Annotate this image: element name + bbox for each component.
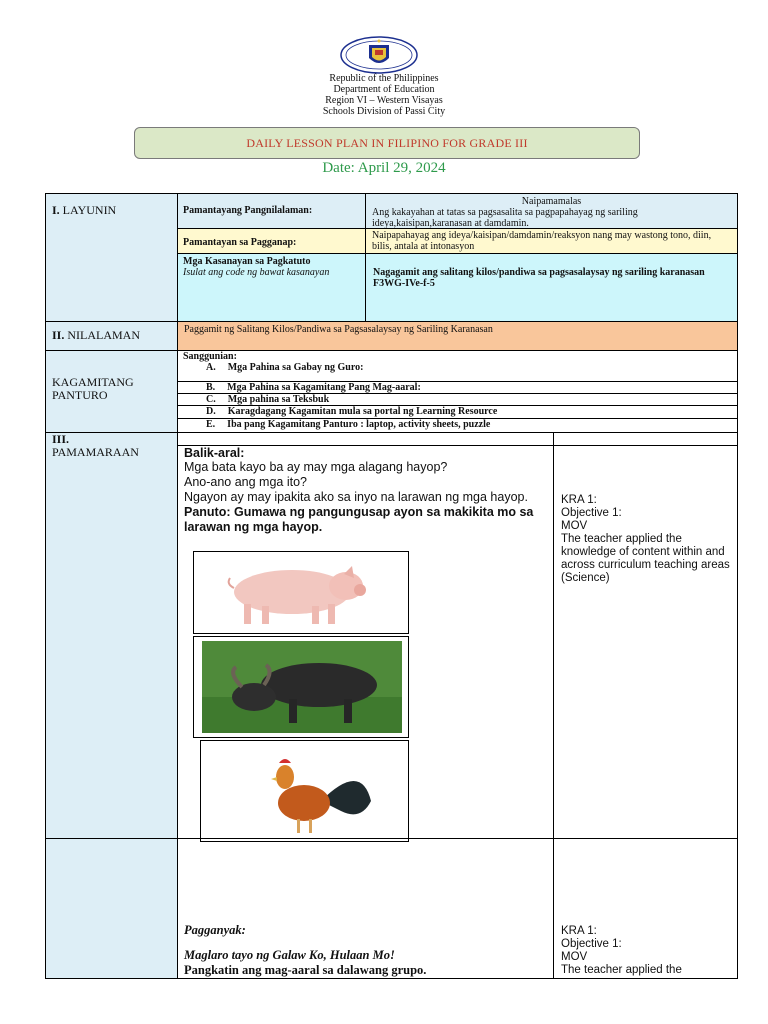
header-line: Schools Division of Passi City bbox=[322, 106, 446, 117]
rooster-image bbox=[200, 740, 409, 842]
kra-line: MOV bbox=[561, 951, 588, 963]
item-letter: B. bbox=[206, 382, 216, 393]
pamamaraan-header-strip-right bbox=[553, 432, 738, 446]
nilalaman-label-cell bbox=[45, 321, 178, 351]
item-letter: A. bbox=[206, 362, 216, 373]
carabao-image bbox=[193, 636, 409, 738]
kasanayan-text bbox=[365, 253, 738, 322]
pamantayan-pagganap-text bbox=[365, 228, 738, 254]
balik-aral-line: Mga bata kayo ba ay may mga alagang hayop? bbox=[184, 460, 448, 474]
balik-aral-title: Balik-aral: bbox=[184, 446, 245, 460]
pagganyak-line: Maglaro tayo ng Galaw Ko, Hulaan Mo! bbox=[184, 948, 395, 962]
row-text: Ang kakayahan at tatas sa pagsasalita sa pagpapahayag ng sariling ideya,kaisipan,karanasan at damdamin. bbox=[372, 207, 638, 229]
header-lines bbox=[0, 73, 768, 117]
pig-image bbox=[193, 551, 409, 634]
kra-line: The teacher applied the bbox=[561, 964, 682, 976]
kra-line: MOV bbox=[561, 520, 588, 532]
pamamaraan-label-cell bbox=[45, 432, 178, 839]
pamantayang-pangnilalaman-label bbox=[177, 193, 366, 229]
kasanayan-label bbox=[177, 253, 366, 322]
row-text: Nagagamit ang salitang kilos/pandiwa sa pagsasalaysay ng sariling karanasan bbox=[373, 267, 705, 278]
header-line: Region VI – Western Visayas bbox=[325, 95, 443, 106]
kra-cell bbox=[553, 445, 738, 839]
row-text-top: Naipamamalas bbox=[521, 196, 582, 207]
pamamaraan-number: III. bbox=[52, 432, 70, 446]
kra-line: KRA 1: bbox=[561, 494, 597, 506]
pamantayang-pangnilalaman-text bbox=[365, 193, 738, 229]
item-text: Iba pang Kagamitang Panturo : laptop, activity sheets, puzzle bbox=[227, 419, 491, 430]
kagamitan-row-a bbox=[177, 350, 738, 382]
kagamitan-label-cell bbox=[45, 350, 178, 433]
kra-line: The teacher applied the knowledge of content within and across curriculum teaching areas (Science) bbox=[561, 533, 730, 584]
pamamaraan-header-strip bbox=[177, 432, 554, 446]
balik-aral-line: Ano-ano ang mga ito? bbox=[184, 475, 308, 489]
kagamitan-label: KAGAMITANG PANTURO bbox=[52, 375, 134, 402]
item-text: Mga Pahina sa Gabay ng Guro: bbox=[227, 362, 364, 373]
layunin-label: LAYUNIN bbox=[59, 203, 117, 217]
item-letter: D. bbox=[206, 406, 216, 417]
sanggunian-label: Sanggunian: bbox=[183, 351, 237, 362]
row-label: Mga Kasanayan sa Pagkatuto bbox=[183, 256, 311, 267]
pagganyak-title: Pagganyak: bbox=[184, 923, 246, 937]
pagganyak-line: Pangkatin ang mag-aaral sa dalawang grupo. bbox=[184, 963, 427, 977]
item-text: Mga pahina sa Teksbuk bbox=[227, 394, 330, 405]
nilalaman-text: Paggamit ng Salitang Kilos/Pandiwa sa Pagsasalaysay ng Sariling Karanasan bbox=[184, 324, 493, 335]
nilalaman-text-cell bbox=[177, 321, 738, 351]
pagganyak-cell bbox=[177, 838, 554, 979]
header-line: Department of Education bbox=[333, 84, 435, 95]
nilalaman-label: NILALAMAN bbox=[64, 328, 140, 342]
item-text: Karagdagang Kagamitan mula sa portal ng Learning Resource bbox=[227, 406, 498, 417]
header-line: Republic of the Philippines bbox=[329, 73, 439, 84]
kra-line: Objective 1: bbox=[561, 938, 622, 950]
panuto-text: Panuto: Gumawa ng pangungusap ayon sa makikita mo sa larawan ng mga hayop. bbox=[184, 505, 534, 534]
item-text: Mga Pahina sa Kagamitang Pang Mag-aaral: bbox=[227, 382, 421, 393]
row-sublabel: Isulat ang code ng bawat kasanayan bbox=[183, 267, 330, 278]
pamamaraan-label: PAMAMARAAN bbox=[52, 445, 139, 459]
kra-line: Objective 1: bbox=[561, 507, 622, 519]
kagamitan-row-e bbox=[177, 418, 738, 433]
lesson-plan-banner: DAILY LESSON PLAN IN FILIPINO FOR GRADE III bbox=[134, 127, 640, 159]
deped-seal bbox=[340, 36, 418, 74]
competency-code: F3WG-IVe-f-5 bbox=[373, 278, 435, 289]
kra-line: KRA 1: bbox=[561, 925, 597, 937]
row-label: Pamantayan sa Pagganap: bbox=[183, 237, 297, 248]
nilalaman-number: II. bbox=[52, 328, 65, 342]
row-label: Pamantayang Pangnilalaman: bbox=[183, 205, 313, 216]
lesson-date: Date: April 29, 2024 bbox=[322, 160, 446, 176]
row-text: Naipapahayag ang ideya/kaisipan/damdamin/reaksyon nang may wastong tono, diin, bilis, antala at intonasyon bbox=[372, 230, 712, 252]
item-letter: E. bbox=[206, 419, 216, 430]
item-letter: C. bbox=[206, 394, 216, 405]
layunin-number: I. bbox=[52, 203, 60, 217]
layunin-label-cell bbox=[45, 193, 178, 322]
pamamaraan-label-cell-2 bbox=[45, 838, 178, 979]
kra-cell-2 bbox=[553, 838, 738, 979]
balik-aral-line: Ngayon ay may ipakita ako sa inyo na larawan ng mga hayop. bbox=[184, 490, 528, 504]
pamantayan-pagganap-label bbox=[177, 228, 366, 254]
kagamitan-row-d bbox=[177, 405, 738, 419]
